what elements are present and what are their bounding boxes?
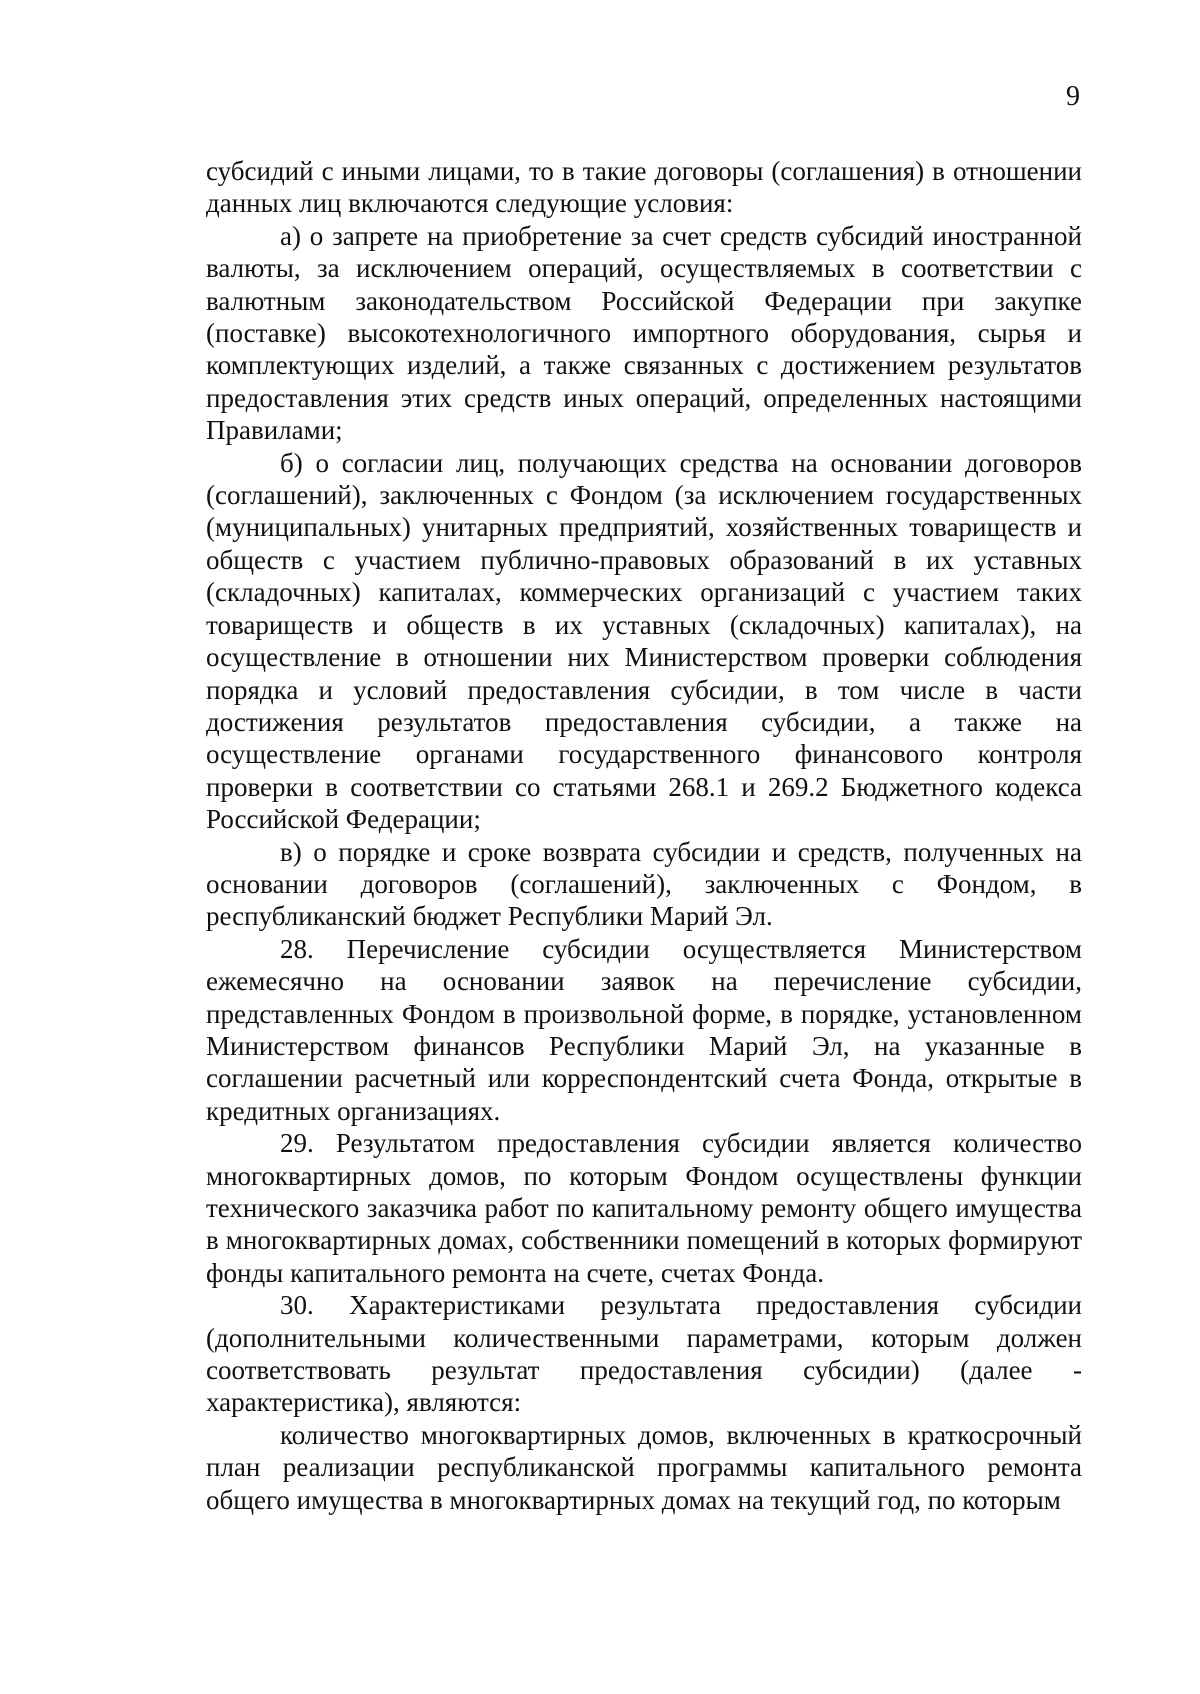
paragraph-clause-29: 29. Результатом предоставления субсидии является количество многоквартирных домов, по которым Фондом осуществлены функции технического заказчика работ по капитальному ремонту общего имущества в многоквартирных домах, собственники помещений в которых формируют фонды капитального ремонта на счете, счетах Фонда.: [206, 1128, 1082, 1288]
paragraph-continuation: субсидий с иными лицами, то в такие договоры (соглашения) в отношении данных лиц включаются следующие условия:: [206, 156, 1082, 219]
paragraph-condition-b: б) о согласии лиц, получающих средства на основании договоров (соглашений), заключенных с Фондом (за исключением государственных (муниципальных) унитарных предприятий, хозяйственных товариществ и обществ с участием публично-правовых образований в их уставных (складочных) капиталах, коммерческих организаций с участием таких товариществ и обществ в их уставных (складочных) капиталах), на осуществление в отношении них Министерством проверки соблюдения порядка и условий предоставления субсидии, в том числе в части достижения результатов предоставления субсидии, а также на осуществление органами государственного финансового контроля проверки в соответствии со статьями 268.1 и 269.2 Бюджетного кодекса Российской Федерации;: [206, 447, 1082, 835]
paragraph-condition-a: а) о запрете на приобретение за счет средств субсидий иностранной валюты, за исключением операций, осуществляемых в соответствии с валютным законодательством Российской Федерации при закупке (поставке) высокотехнологичного импортного оборудования, сырья и комплектующих изделий, а также связанных с достижением результатов предоставления этих средств иных операций, определенных настоящими Правилами;: [206, 220, 1082, 446]
paragraph-clause-28: 28. Перечисление субсидии осуществляется Министерством ежемесячно на основании заявок на перечисление субсидии, представленных Фондом в произвольной форме, в порядке, установленном Министерством финансов Республики Марий Эл, на указанные в соглашении расчетный или корреспондентский счета Фонда, открытые в кредитных организациях.: [206, 933, 1082, 1126]
page-number: 9: [1066, 81, 1080, 112]
paragraph-clause-30: 30. Характеристиками результата предоставления субсидии (дополнительными количественными параметрами, которым должен соответствовать результат предоставления субсидии) (далее - характеристика), являются:: [206, 1290, 1082, 1418]
paragraph-condition-v: в) о порядке и сроке возврата субсидии и средств, полученных на основании договоров (соглашений), заключенных с Фондом, в республиканский бюджет Республики Марий Эл.: [206, 836, 1082, 932]
paragraph-characteristic: количество многоквартирных домов, включенных в краткосрочный план реализации республиканской программы капитального ремонта общего имущества в многоквартирных домах на текущий год, по которым: [206, 1419, 1082, 1515]
body-text: [206, 155, 1082, 1516]
